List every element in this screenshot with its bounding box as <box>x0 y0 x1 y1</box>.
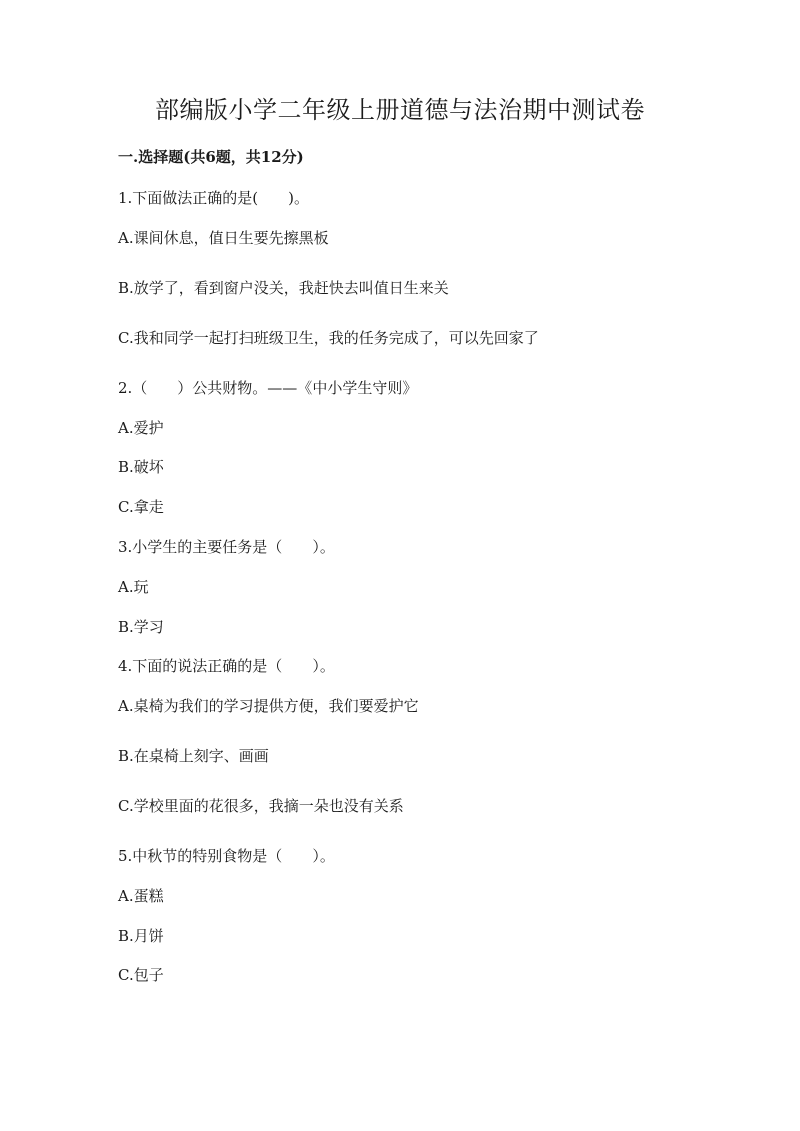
question-1-stem: 1.下面做法正确的是( )。 <box>118 189 310 207</box>
question-4-option-c: C.学校里面的花很多，我摘一朵也没有关系 <box>118 797 404 815</box>
question-1-option-a: A.课间休息，值日生要先擦黑板 <box>118 229 329 247</box>
question-3-option-b: B.学习 <box>118 618 164 636</box>
question-5-option-b: B.月饼 <box>118 927 164 945</box>
question-2-stem: 2.（ ）公共财物。——《中小学生守则》 <box>118 379 418 397</box>
question-4-option-a: A.桌椅为我们的学习提供方便，我们要爱护它 <box>118 697 419 715</box>
question-5-option-a: A.蛋糕 <box>118 887 164 905</box>
question-1-option-c: C.我和同学一起打扫班级卫生，我的任务完成了，可以先回家了 <box>118 329 539 347</box>
question-3-option-a: A.玩 <box>118 578 149 596</box>
question-2-option-c: C.拿走 <box>118 498 164 516</box>
section-heading: 一.选择题(共6题，共12分) <box>118 148 304 166</box>
question-4-option-b: B.在桌椅上刻字、画画 <box>118 747 269 765</box>
question-4-stem: 4.下面的说法正确的是（ ）。 <box>118 657 335 675</box>
page-title: 部编版小学二年级上册道德与法治期中测试卷 <box>155 96 645 124</box>
question-2-option-a: A.爱护 <box>118 419 164 437</box>
question-2-option-b: B.破坏 <box>118 458 164 476</box>
question-5-option-c: C.包子 <box>118 966 164 984</box>
question-1-option-b: B.放学了，看到窗户没关，我赶快去叫值日生来关 <box>118 279 449 297</box>
question-3-stem: 3.小学生的主要任务是（ ）。 <box>118 538 335 556</box>
question-5-stem: 5.中秋节的特别食物是（ ）。 <box>118 847 335 865</box>
